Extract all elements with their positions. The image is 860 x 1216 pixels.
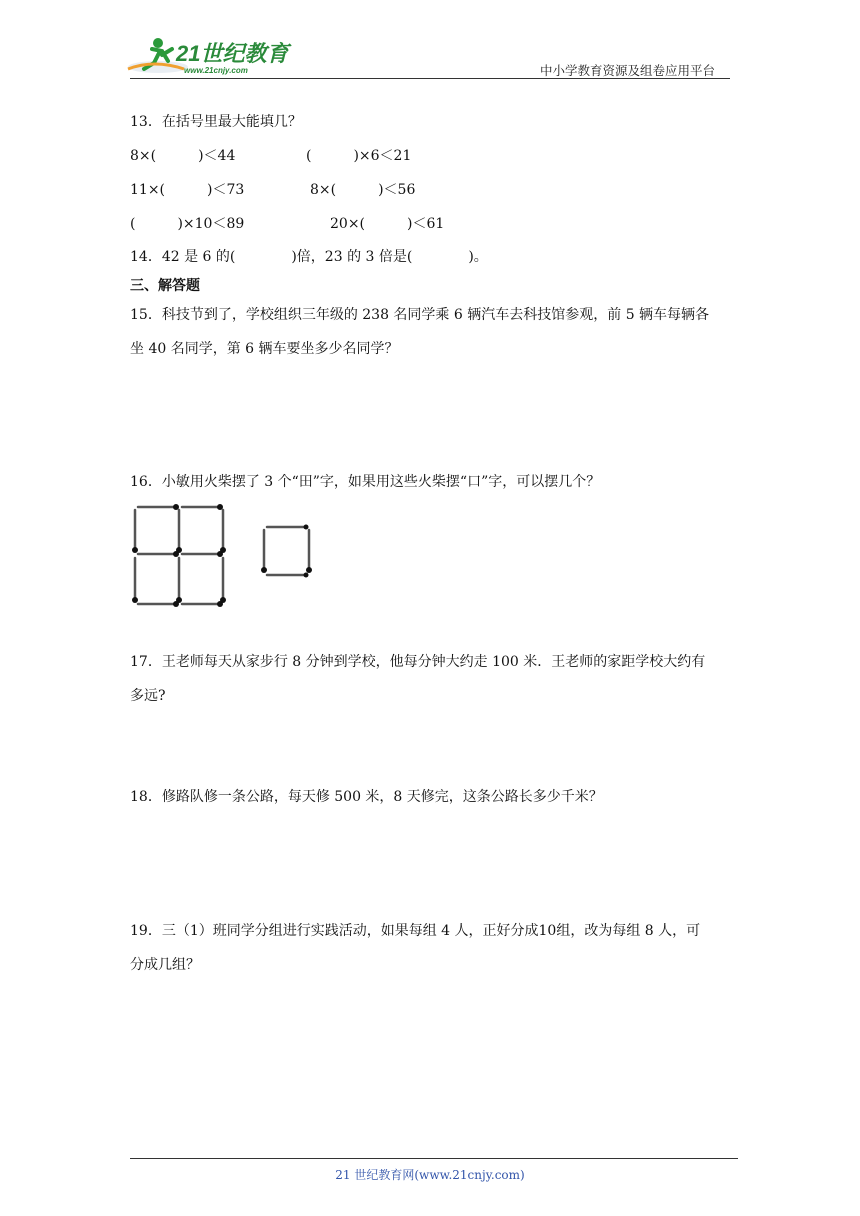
q17-line-2: 多远? [130,688,166,704]
q13-item-2b: 8×( )＜56 [310,182,416,198]
logo-url: www.21cnjy.com [184,66,248,75]
header-divider [130,78,730,79]
q19-line-2: 分成几组？ [130,957,200,973]
footer-link[interactable]: 21 世纪教育网(www.21cnjy.com) [335,1168,525,1182]
logo-wordmark: 21世纪教育 [176,41,289,66]
q15-line-2: 坐 40 名同学，第 6 辆车要坐多少名同学？ [130,341,399,357]
q13-item-3b: 20×( )＜61 [330,216,445,232]
q17-line-1: 17．王老师每天从家步行 8 分钟到学校，他每分钟大约走 100 米．王老师的家距学校大约有 [130,654,706,670]
q13-item-2a: 11×( )＜73 [130,182,245,198]
site-logo [124,33,294,79]
header-tagline: 中小学教育资源及组卷应用平台 [540,63,716,78]
q15-line-1: 15．科技节到了，学校组织三年级的 238 名同学乘 6 辆汽车去科技馆参观，前 5 辆车每辆各 [130,307,710,323]
q13-item-1a: 8×( )＜44 [130,148,236,164]
q13-item-1b: ( )×6＜21 [306,148,412,164]
q18-text: 18．修路队修一条公路，每天修 500 米，8 天修完，这条公路长多少千米？ [130,789,603,805]
runner-logo-icon [124,33,294,79]
q13-item-3a: ( )×10＜89 [130,216,245,232]
matchstick-kou-figure [258,522,316,580]
q19-line-1: 19．三（1）班同学分组进行实践活动，如果每组 4 人，正好分成10组，改为每组 8 人，可 [130,923,701,939]
q13-title: 13．在括号里最大能填几？ [130,114,302,130]
footer-divider [130,1158,738,1159]
q16-text: 16．小敏用火柴摆了 3 个“田”字，如果用这些火柴摆“口”字，可以摆几个？ [130,474,601,490]
q14-text: 14．42 是 6 的( )倍，23 的 3 倍是( )。 [130,249,488,265]
section-title: 三、解答题 [130,278,200,294]
matchstick-tian-figure [128,502,232,610]
